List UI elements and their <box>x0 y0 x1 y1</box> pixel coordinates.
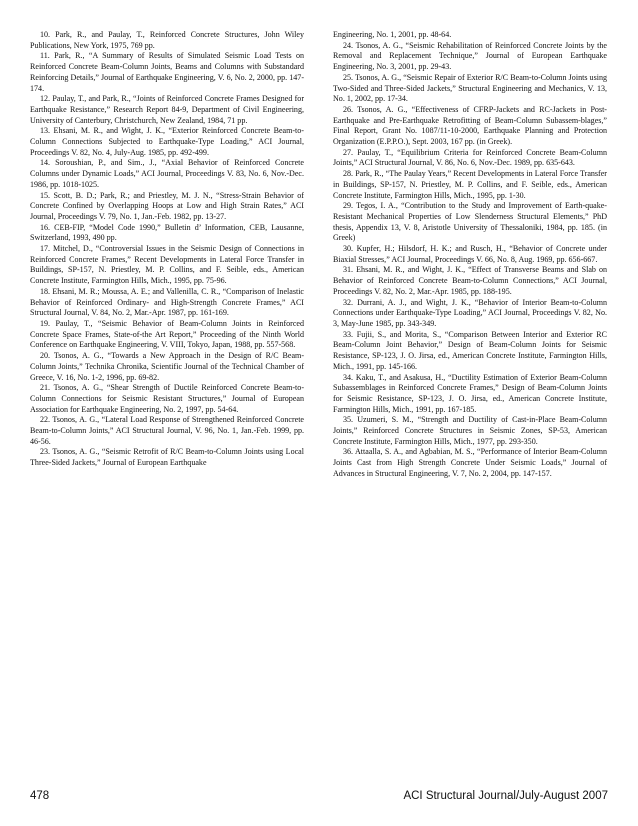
page-number: 478 <box>30 790 50 802</box>
reference-number: 19. <box>40 318 51 328</box>
reference-entry <box>30 383 304 415</box>
reference-number: 26. <box>343 104 354 114</box>
reference-number: 34. <box>343 372 354 382</box>
reference-number: 29. <box>343 201 354 211</box>
reference-text: Paulay, T., “Equilibrium Criteria for Reinforced Concrete Beam-Column Joints,” ACI Structural Journal, V. 86, No. 6, Nov.-Dec. 1989, pp. 635-643. <box>333 147 607 168</box>
reference-text: Soroushian, P., and Sim., J., “Axial Behavior of Reinforced Concrete Columns under Dynamic Loads,” ACI Journal, Proceedings V. 83, No. 6, Nov.-Dec. 1986, pp. 1018-1025. <box>30 158 304 189</box>
reference-text: Ehsani, M. R., and Wight, J. K., “Effect of Transverse Beams and Slab on Behavior of Reinforced Concrete Beam-to-Column Connections,” ACI Journal, Proceedings V. 82, No. 2, Mar.-Apr. 1985, pp. 188-195. <box>333 265 608 296</box>
reference-number: 12. <box>40 94 51 104</box>
reference-text: Tegos, I. A., “Contribution to the Study and Improvement of Earth-quake-Resistant Mechanical Properties of Low Slenderness Structural Elements,” PhD thesis, Appendix 13, V. 8, Aristotle University of Thessaloniki, 1984, pp. 185. (in Greek) <box>333 201 607 243</box>
reference-text: Tsonos, A. G., “Seismic Repair of Exterior R/C Beam-to-Column Joints using Two-Sided and Three-Sided Jackets,” Structural Engineering and Mechanics, V. 13, No. 1, 2002, pp. 17-34. <box>333 72 607 104</box>
reference-text: Durrani, A. J., and Wight, J. K., “Behavior of Interior Beam-to-Column Connections under Earthquake-Type Loading,” ACI Journal, Proceedings V. 82, No. 3, May-June 1985, pp. 343-349. <box>333 297 607 328</box>
reference-entry <box>333 244 607 265</box>
reference-entry <box>30 51 304 94</box>
reference-number: 28. <box>343 169 354 179</box>
reference-number: 32. <box>343 297 354 307</box>
reference-number: 35. <box>343 415 354 425</box>
reference-text: Tsonos, A. G., “Shear Strength of Ductile Reinforced Concrete Beam-to-Column Connections for Seismic Resistant Structures,” Journal of European Association for Earthquake Engineering, No. 2, 1997, pp. 54-64. <box>30 383 304 414</box>
reference-entry <box>30 30 304 51</box>
reference-entry <box>30 244 304 287</box>
reference-number: 25. <box>343 72 354 82</box>
reference-entry <box>30 287 304 319</box>
reference-text: Park, R., “The Paulay Years,” Recent Developments in Lateral Force Transfer in Buildings, SP-157, N. Priestley, M. P. Collins, and F. Seible, eds., American Concrete Institute, Farmington Hills, Mich., 1995, pp. 1-30. <box>333 169 607 200</box>
reference-text: Tsonos, A. G., “Seismic Retrofit of R/C Beam-to-Column Joints using Local Three-Sided Jackets,” Journal of European Earthquake <box>30 447 304 468</box>
reference-text: Ehsani, M. R.; Moussa, A. E.; and Vallenilla, C. R., “Comparison of Inelastic Behavior of Reinforced Ordinary- and High-Strength Concrete Frames,” ACI Structural Journal, V. 84, No. 2, Mar.-Apr. 1987, pp. 161-169. <box>30 286 305 318</box>
reference-entry <box>333 265 607 297</box>
reference-number: 36. <box>343 447 354 457</box>
reference-text: Park, R., and Paulay, T., Reinforced Concrete Structures, John Wiley Publications, New York, 1975, 769 pp. <box>30 30 304 50</box>
page-footer <box>30 790 608 806</box>
reference-entry <box>333 169 607 201</box>
reference-text: Attaalla, S. A., and Agbabian, M. S., “Performance of Interior Beam-Column Joints Cast from High Strength Concrete Under Seismic Loads,” Journal of Advances in Structural Engineering, V. 7, No. 2, 2004, pp. 147-157. <box>333 447 607 478</box>
reference-entry <box>30 191 304 223</box>
reference-number: 22. <box>40 415 51 425</box>
reference-text: Tsonos, A. G., “Seismic Rehabilitation of Reinforced Concrete Joints by the Removal and Replacement Technique,” Journal of European Earthquake Engineering, No. 3, 2001, pp. 29-43. <box>333 40 607 72</box>
reference-entry <box>333 373 607 416</box>
reference-entry <box>30 319 304 351</box>
reference-text: Ehsani, M. R., and Wight, J. K., “Exterior Reinforced Concrete Beam-to-Column Connections Subjected to Earthquake-Type Loading,” ACI Journal, Proceedings V. 82, No. 4, July-Aug. 1985, pp. 492-499. <box>30 126 304 157</box>
reference-text: Tsonos, A. G., “Lateral Load Response of Strengthened Reinforced Concrete Beam-to-Column Joints,” ACI Structural Journal, V. 96, No. 1, Jan.-Feb. 1999, pp. 46-56. <box>30 415 304 446</box>
reference-text: Fujii, S., and Morita, S., “Comparison Between Interior and Exterior RC Beam-Column Joint Behavior,” Design of Beam-Column Joints for Seismic Resistance, SP-123, J. O. Jirsa, ed., American Concrete Institute, Farmington Hills, Mich., 1991, pp. 145-166. <box>333 329 607 371</box>
reference-text: Tsonos, A. G., “Effectiveness of CFRP-Jackets and RC-Jackets in Post-Earthquake and Pre-Earthquake Retrofitting of Beam-Column Subassem-blages,” Final Report, Grant No. 1087/11-10-2000, Earthquake Planning and Protection Organization (E.P.P.O.), Sept. 2003, 167 pp. (in Greek). <box>333 104 607 147</box>
reference-number: 11. <box>40 51 50 61</box>
reference-entry <box>333 415 607 447</box>
reference-number: 21. <box>40 383 51 393</box>
reference-entry <box>30 94 304 126</box>
reference-entry <box>30 447 304 468</box>
reference-number: 27. <box>343 147 354 157</box>
reference-text: Tsonos, A. G., “Towards a New Approach in the Design of R/C Beam-Column Joints,” Technika Chronika, Scientific Journal of the Technical Chamber of Greece, V. 16, No. 1-2, 1996, pp. 69-82. <box>30 351 304 382</box>
reference-text: Mitchel, D., “Controversial Issues in the Seismic Design of Connections in Reinforced Concrete Frames,” Recent Developments in Lateral Force Transfer in Buildings, SP-157, N. Priestley, M. P. Collins, and F. Seible, eds., American Concrete Institute, Farmington Hills, Mich., 1995, pp. 75-96. <box>30 244 304 286</box>
reference-text: Uzumeri, S. M., “Strength and Ductility of Cast-in-Place Beam-Column Joints,” Reinforced Concrete Structures in Seismic Zones, SP-53, American Concrete Institute, Farmington Hills, Mich., 1977, pp. 293-350. <box>333 415 607 446</box>
reference-entry <box>333 201 607 244</box>
reference-entry <box>333 73 607 105</box>
reference-number: 30. <box>343 244 354 254</box>
references-right-column <box>333 30 607 480</box>
reference-text: Paulay, T., “Seismic Behavior of Beam-Column Joints in Reinforced Concrete Space Frames, State-of-the Art Report,” Proceeding of the Ninth World Conference on Earthquake Engineering, V. VIII, Tokyo, Japan, 1988, pp. 557-568. <box>30 318 304 350</box>
reference-entry <box>333 148 607 169</box>
reference-text: Kupfer, H.; Hilsdorf, H. K.; and Rusch, H., “Behavior of Concrete under Biaxial Stresses,” ACI Journal, Proceedings V. 66, No. 8, Aug. 1969, pp. 656-667. <box>333 244 607 264</box>
reference-entry <box>30 415 304 447</box>
reference-number: 31. <box>343 265 354 275</box>
reference-text: Engineering, No. 1, 2001, pp. 48-64. <box>333 30 452 39</box>
references-left-column <box>30 30 304 469</box>
reference-text: Park, R., “A Summary of Results of Simulated Seismic Load Tests on Reinforced Concrete Beam-Column Joints, Beams and Columns with Substandard Reinforcing Details,” Journal of Earthquake Engineering, V. 6, No. 2, 2000, pp. 147-174. <box>30 51 305 93</box>
reference-text: CEB-FIP, “Model Code 1990,” Bulletin d’ Information, CEB, Lausanne, Switzerland, 1993, 490 pp. <box>30 222 305 243</box>
reference-entry <box>30 158 304 190</box>
reference-entry <box>333 41 607 73</box>
reference-number: 18. <box>40 286 51 296</box>
reference-entry <box>30 223 304 244</box>
reference-entry <box>333 447 607 479</box>
journal-title: ACI Structural Journal/July-August 2007 <box>403 790 608 802</box>
reference-entry <box>333 330 607 373</box>
reference-text: Scott, B. D.; Park, R.; and Priestley, M. J. N., “Stress-Strain Behavior of Concrete Confined by Overlapping Hoops at Low and High Strain Rates,” ACI Journal, Proceedings V. 79, No. 1, Jan.-Feb. 1982, pp. 13-27. <box>30 190 304 221</box>
reference-number: 17. <box>40 244 51 254</box>
reference-number: 20. <box>40 351 51 361</box>
reference-number: 16. <box>40 222 51 232</box>
reference-entry <box>30 126 304 158</box>
reference-number: 15. <box>40 190 51 200</box>
reference-entry <box>333 105 607 148</box>
reference-number: 23. <box>40 447 51 457</box>
reference-entry <box>333 298 607 330</box>
reference-entry <box>30 351 304 383</box>
reference-text: Kaku, T., and Asakusa, H., “Ductility Estimation of Exterior Beam-Column Subassemblages in Reinforced Concrete Frames,” Design of Beam-Column Joints for Seismic Resistance, SP-123, J. O. Jirsa, ed., American Concrete Institute, Farmington Hills, Mich., 1991, pp. 167-185. <box>333 372 607 414</box>
reference-number: 14. <box>40 158 51 168</box>
reference-text: Paulay, T., and Park, R., “Joints of Reinforced Concrete Frames Designed for Earthquake Resistance,” Research Report 84-9, Department of Civil Engineering, University of Canterbury, Christchurch, New Zealand, 1984, 71 pp. <box>30 94 305 125</box>
reference-number: 33. <box>343 329 354 339</box>
reference-number: 24. <box>343 40 354 50</box>
reference-entry <box>333 30 607 41</box>
reference-number: 10. <box>40 30 51 39</box>
reference-number: 13. <box>40 126 51 136</box>
